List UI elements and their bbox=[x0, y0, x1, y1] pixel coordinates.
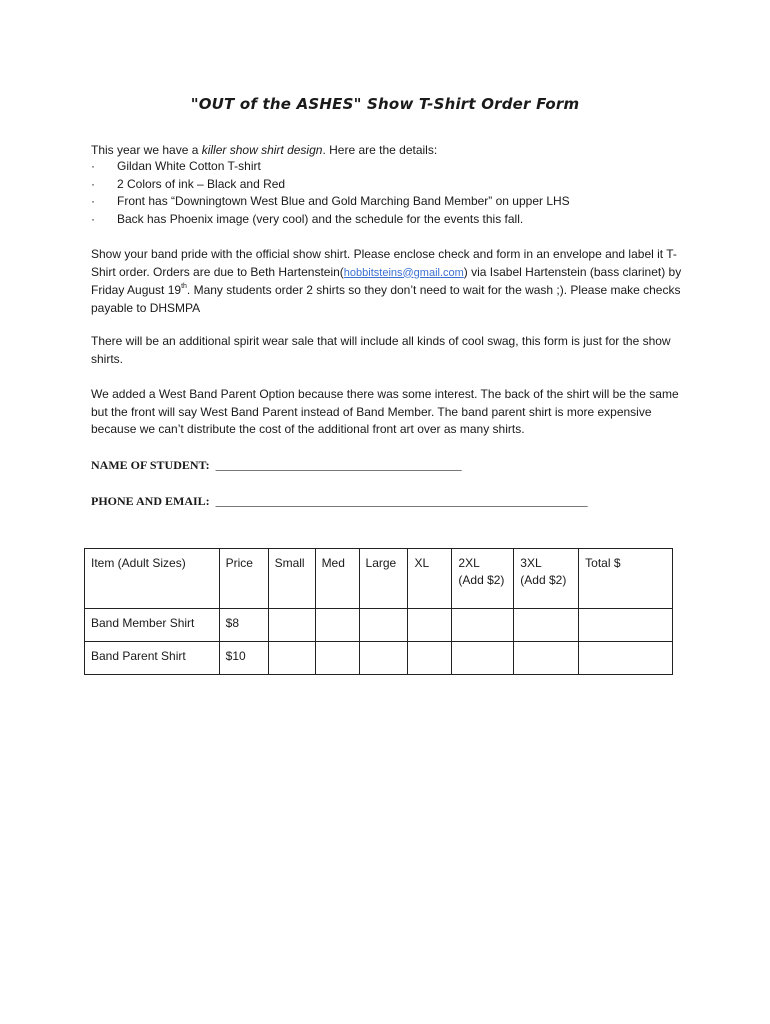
header-label: Med bbox=[321, 556, 345, 570]
total-cell[interactable] bbox=[579, 609, 673, 642]
qty-3xl-cell[interactable] bbox=[514, 609, 579, 642]
intro-emphasis: killer show shirt design bbox=[201, 143, 323, 157]
list-item-text: 2 Colors of ink – Black and Red bbox=[117, 176, 286, 191]
list-item bbox=[91, 158, 691, 176]
form-title: "OUT of the ASHES" Show T-Shirt Order Form bbox=[190, 95, 580, 113]
header-label: 3XL bbox=[520, 556, 542, 570]
list-item-text: Gildan White Cotton T-shirt bbox=[117, 159, 261, 173]
email-link[interactable]: hobbitsteins@gmail.com bbox=[343, 266, 464, 279]
bullet-icon: · bbox=[91, 176, 95, 191]
header-label: Large bbox=[365, 556, 397, 570]
phone-email-field[interactable] bbox=[91, 493, 588, 511]
table-header-row bbox=[85, 549, 673, 609]
total-cell[interactable] bbox=[579, 642, 673, 675]
header-cell-xl bbox=[408, 549, 452, 609]
parent-option-paragraph: We added a West Band Parent Option because there was some interest. The back of the shirt will be the same but the front will say West Band Parent instead of Band Member. The band parent shirt is more expensive because we can’t distribute the cost of the additional front art over as many shirts. bbox=[91, 387, 679, 436]
qty-large-cell[interactable] bbox=[359, 642, 408, 675]
qty-small-cell[interactable] bbox=[268, 609, 315, 642]
list-item bbox=[91, 211, 691, 229]
bullet-icon: · bbox=[91, 194, 95, 208]
order-instructions-paragraph bbox=[91, 246, 691, 317]
qty-med-cell[interactable] bbox=[315, 642, 359, 675]
table-row bbox=[85, 609, 673, 642]
intro-line bbox=[91, 142, 691, 160]
student-name-line[interactable]: _________________________________________ bbox=[215, 458, 462, 472]
header-cell-small bbox=[268, 549, 315, 609]
qty-small-cell[interactable] bbox=[268, 642, 315, 675]
list-item-text: Front has “Downingtown West Blue and Gold Marching Band Member” on upper LHS bbox=[117, 194, 570, 208]
instructions-text: Show your band pride with the official show shirt. Please enclose check and form in an envelope and label it T-Shirt order. Orders are due to Beth Hartenstein( bbox=[91, 247, 677, 279]
header-label: Item (Adult Sizes) bbox=[91, 556, 186, 570]
spirit-wear-paragraph: There will be an additional spirit wear sale that will include all kinds of cool swag, this form is just for the show shirts. bbox=[91, 334, 671, 366]
price-cell: $8 bbox=[219, 609, 268, 642]
details-list bbox=[91, 158, 691, 228]
qty-2xl-cell[interactable] bbox=[452, 609, 514, 642]
student-name-label: NAME OF STUDENT: bbox=[91, 458, 210, 472]
bullet-icon: · bbox=[91, 211, 95, 226]
header-label: XL bbox=[414, 556, 430, 570]
header-cell-2xl bbox=[452, 549, 514, 609]
header-cell-3xl bbox=[514, 549, 579, 609]
qty-xl-cell[interactable] bbox=[408, 609, 452, 642]
table-row bbox=[85, 642, 673, 675]
student-name-field[interactable] bbox=[91, 457, 462, 475]
header-label: Price bbox=[225, 556, 253, 570]
intro-text-end: . Here are the details: bbox=[322, 143, 438, 157]
phone-email-label: PHONE AND EMAIL: bbox=[91, 494, 210, 508]
price-cell: $10 bbox=[219, 642, 268, 675]
header-sublabel: (Add $2) bbox=[458, 573, 505, 587]
intro-text: This year we have a bbox=[91, 143, 202, 157]
qty-xl-cell[interactable] bbox=[408, 642, 452, 675]
header-label: Small bbox=[274, 556, 305, 570]
item-cell: Band Parent Shirt bbox=[85, 642, 220, 675]
instructions-text-2: ) via Isabel Hartenstein (bass clarinet) by Friday August 19 bbox=[91, 264, 682, 297]
qty-med-cell[interactable] bbox=[315, 609, 359, 642]
qty-2xl-cell[interactable] bbox=[452, 642, 514, 675]
bullet-icon: · bbox=[91, 159, 95, 173]
header-cell-total bbox=[579, 549, 673, 609]
qty-3xl-cell[interactable] bbox=[514, 642, 579, 675]
header-cell-med bbox=[315, 549, 359, 609]
date-suffix: th bbox=[181, 283, 187, 290]
item-cell: Band Member Shirt bbox=[85, 609, 220, 642]
header-label: 2XL bbox=[458, 556, 480, 570]
header-cell-large bbox=[359, 549, 408, 609]
list-item bbox=[91, 176, 691, 194]
list-item bbox=[91, 193, 691, 211]
list-item-text: Back has Phoenix image (very cool) and the schedule for the events this fall. bbox=[117, 211, 524, 226]
header-sublabel: (Add $2) bbox=[520, 573, 567, 587]
header-cell-item bbox=[85, 549, 220, 609]
phone-email-line[interactable]: ______________________________________________________________ bbox=[215, 494, 588, 508]
qty-large-cell[interactable] bbox=[359, 609, 408, 642]
header-label: Total $ bbox=[585, 556, 621, 570]
instructions-text-3: . Many students order 2 shirts so they don’t need to wait for the wash ;). Please make checks payable to DHSMPA bbox=[91, 283, 681, 315]
header-cell-price bbox=[219, 549, 268, 609]
order-table bbox=[84, 548, 673, 675]
